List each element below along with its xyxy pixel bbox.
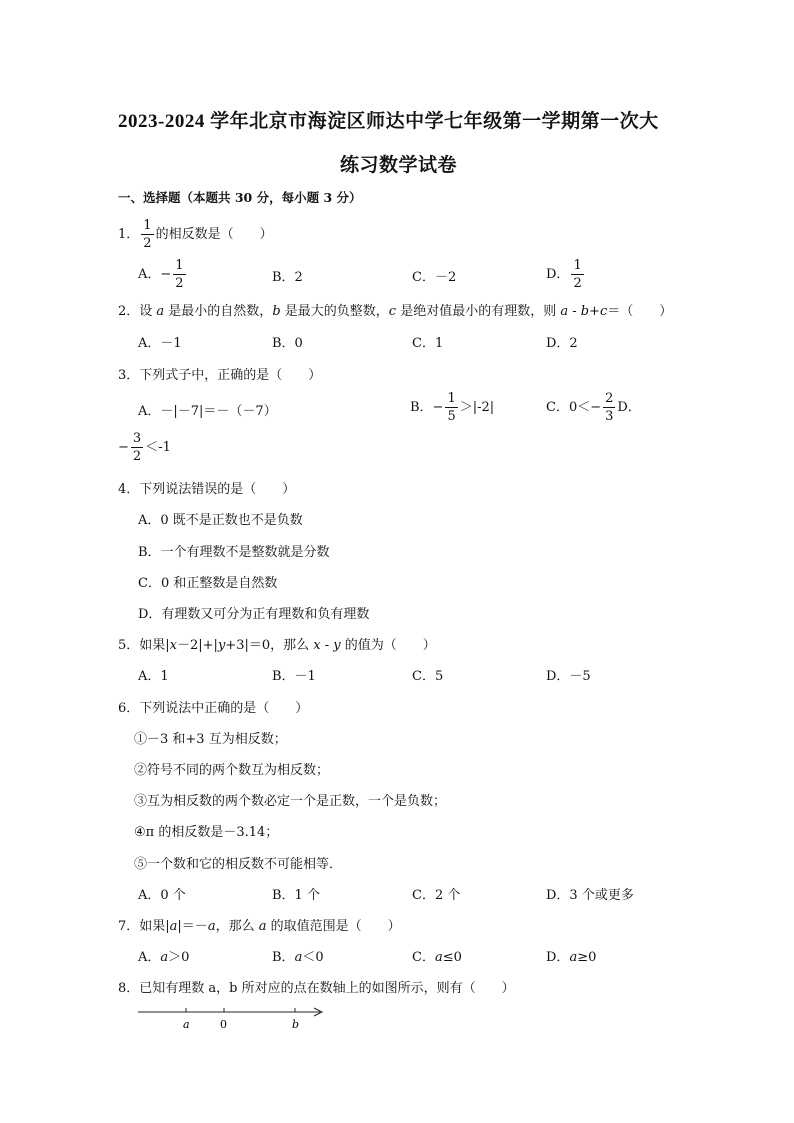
option-a: A．a＞0 (138, 950, 190, 965)
option-b: B．a＜0 (272, 950, 324, 965)
option-b: B．－1 (272, 669, 316, 684)
question-5: 5．如果|x－2|+|y+3|＝0，那么 x - y 的值为（ ） (118, 638, 436, 653)
option-a: A．− $\frac{1}{2}$ (138, 258, 184, 291)
question-1 (118, 219, 273, 250)
option-c: C．0 和正整数是自然数 (138, 576, 278, 591)
option-d: D．3 个或更多 (546, 888, 634, 903)
option-b: B．0 (272, 336, 303, 351)
option-c: C．1 (412, 336, 444, 351)
statement-4: ④π 的相反数是－3.14； (134, 825, 279, 840)
question-6: 6．下列说法中正确的是（ ） (118, 701, 309, 716)
question-number: 1． (118, 227, 140, 242)
option-d: D． $\frac{1}{2}$ (546, 258, 582, 291)
option-d: D．2 (546, 336, 578, 351)
option-b: B．一个有理数不是整数就是分数 (138, 545, 330, 560)
fraction: $\frac{2}{3}$ (605, 391, 614, 424)
section-header: 一、选择题（本题共 30 分，每小题 3 分） (118, 190, 362, 205)
number-line-figure (130, 1002, 330, 1036)
option-d: − $\frac{3}{2}$ ＜-1 (118, 431, 171, 464)
option-d: D．有理数又可分为正有理数和负有理数 (138, 607, 370, 622)
fraction: $\frac{1}{2}$ (143, 218, 152, 251)
fraction: $\frac{1}{2}$ (175, 258, 184, 291)
question-3: 3．下列式子中，正确的是（ ） (118, 368, 322, 383)
statement-5: ⑤一个数和它的相反数不可能相等． (134, 857, 343, 872)
option-b: B．1 个 (272, 888, 320, 903)
question-stem: 的相反数是（ ） (155, 227, 273, 242)
fraction: $\frac{3}{2}$ (132, 431, 142, 464)
fraction: $\frac{1}{5}$ (447, 391, 456, 424)
page-title-line1: 2023-2024 学年北京市海淀区师达中学七年级第一学期第一次大 (118, 111, 659, 132)
question-7: 7．如果|a|＝－a，那么 a 的取值范围是（ ） (118, 919, 401, 934)
question-8: 8．已知有理数 a，b 所对应的点在数轴上的如图所示，则有（ ） (118, 981, 515, 996)
axis-label-0: 0 (220, 1018, 227, 1031)
option-b: B．− $\frac{1}{5}$ ＞|-2| (410, 391, 495, 424)
option-a: A．－1 (138, 336, 182, 351)
option-a: A．－|－7|＝－（－7） (138, 404, 277, 419)
question-2: 2．设 a 是最小的自然数，b 是最大的负整数，c 是绝对值最小的有理数，则 a - b+c＝（ ） (118, 304, 673, 319)
option-a: A．0 既不是正数也不是负数 (138, 513, 303, 528)
option-d: D．－5 (546, 669, 591, 684)
option-c: C．a≤0 (412, 950, 462, 965)
axis-label-a: a (183, 1018, 190, 1031)
option-c: C．－2 (412, 270, 457, 285)
statement-3: ③互为相反数的两个数必定一个是正数，一个是负数； (134, 794, 447, 809)
page-title-line2: 练习数学试卷 (340, 155, 458, 176)
statement-1: ①－3 和+3 互为相反数； (134, 732, 287, 747)
option-c: C．0＜− $\frac{2}{3}$ D． (546, 391, 641, 424)
option-a: A．1 (138, 669, 169, 684)
option-d-label: D． (617, 400, 641, 415)
axis-label-b: b (292, 1018, 300, 1031)
option-d: D．a≥0 (546, 950, 597, 965)
fraction: $\frac{1}{2}$ (573, 258, 582, 291)
option-a: A．0 个 (138, 888, 186, 903)
statement-2: ②符号不同的两个数互为相反数； (134, 763, 330, 778)
option-b: B．2 (272, 270, 303, 285)
option-c: C．2 个 (412, 888, 461, 903)
option-c: C．5 (412, 669, 444, 684)
question-4: 4．下列说法错误的是（ ） (118, 482, 296, 497)
